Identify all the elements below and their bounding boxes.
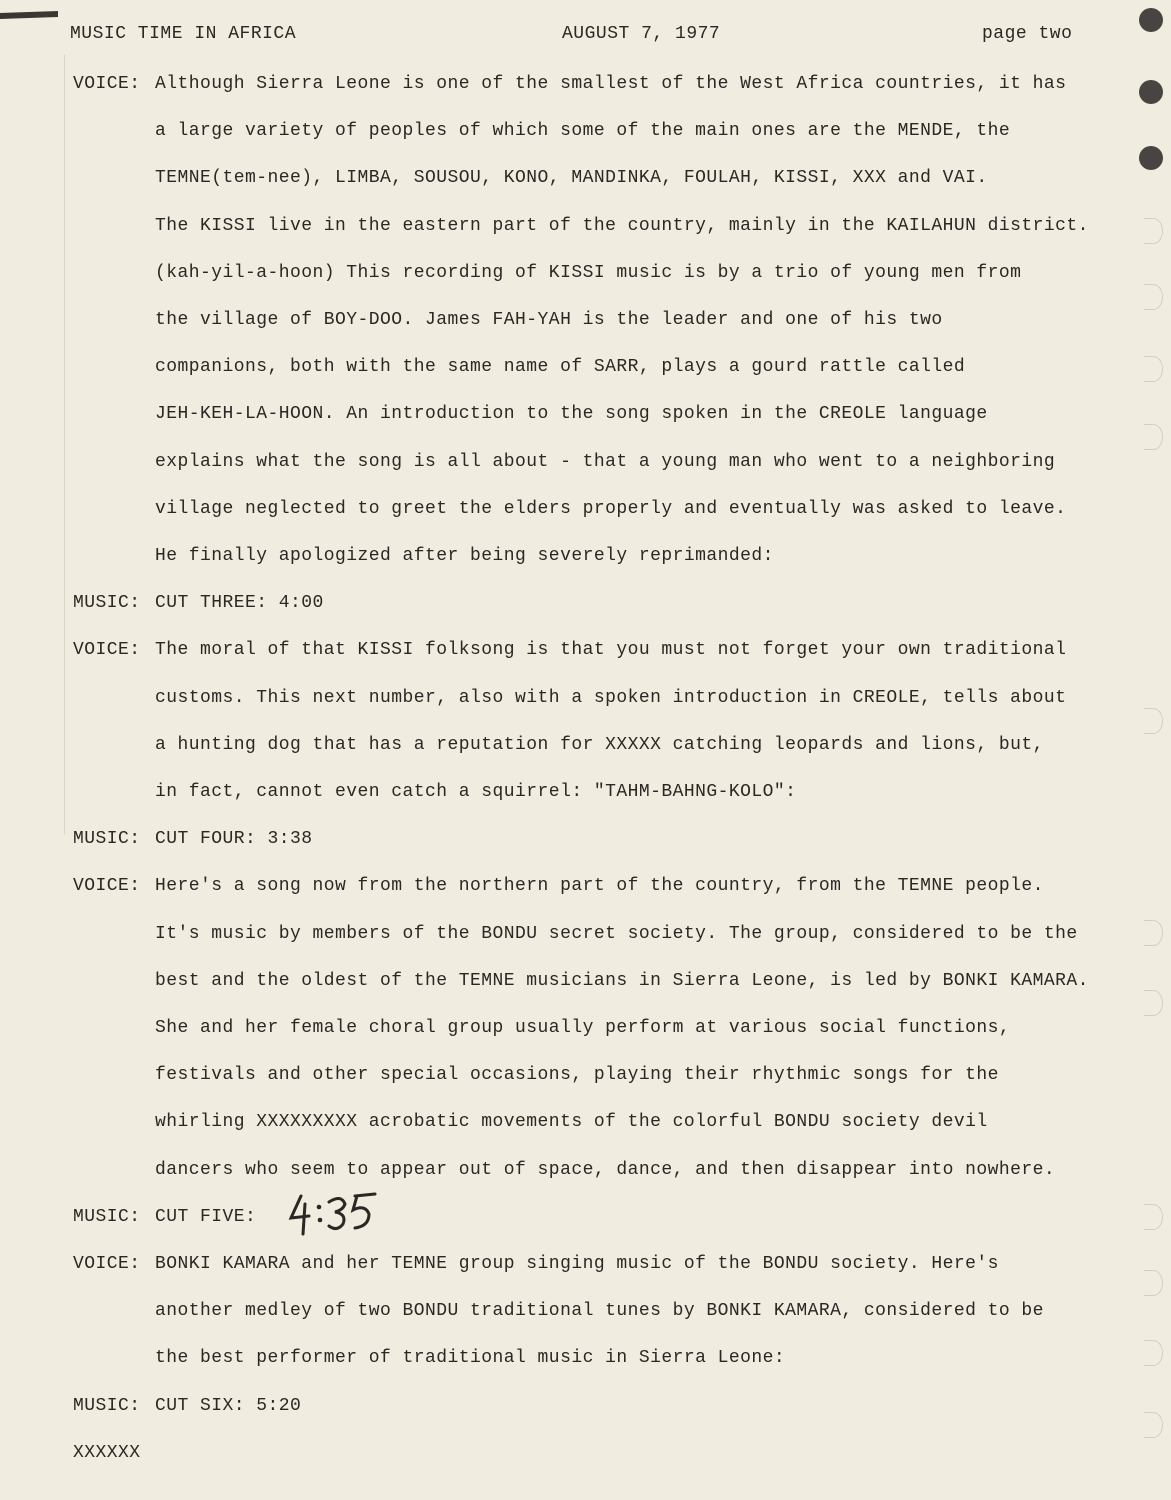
cue-label: MUSIC: <box>73 1207 141 1227</box>
cue-label: VOICE: <box>73 74 141 94</box>
binder-hole-8 <box>1144 708 1163 734</box>
script-line: BONKI KAMARA and her TEMNE group singing music of the BONDU society. Here's <box>155 1254 999 1274</box>
script-line: a large variety of peoples of which some of the main ones are the MENDE, the <box>155 121 1011 141</box>
corner-mark <box>0 11 58 19</box>
script-line: She and her female choral group usually perform at various social functions, <box>155 1018 1011 1038</box>
script-line: in fact, cannot even catch a squirrel: "TAHM-BAHNG-KOLO": <box>155 782 797 802</box>
script-line: The KISSI live in the eastern part of the country, mainly in the KAILAHUN district. <box>155 216 1089 236</box>
handwritten-time-note <box>285 1190 385 1236</box>
script-line: The moral of that KISSI folksong is that you must not forget your own traditional <box>155 640 1067 660</box>
script-line: dancers who seem to appear out of space, dance, and then disappear into nowhere. <box>155 1160 1056 1180</box>
script-line: CUT FIVE: <box>155 1207 257 1227</box>
script-line: Here's a song now from the northern part of the country, from the TEMNE people. <box>155 876 1044 896</box>
script-line: explains what the song is all about - that a young man who went to a neighboring <box>155 452 1056 472</box>
binder-hole-11 <box>1144 1204 1163 1230</box>
script-line: festivals and other special occasions, playing their rhythmic songs for the <box>155 1065 999 1085</box>
binder-hole-9 <box>1144 920 1163 946</box>
script-line: He finally apologized after being severely reprimanded: <box>155 546 774 566</box>
script-line: TEMNE(tem-nee), LIMBA, SOUSOU, KONO, MANDINKA, FOULAH, KISSI, XXX and VAI. <box>155 168 988 188</box>
binder-hole-13 <box>1144 1340 1163 1366</box>
cue-label: VOICE: <box>73 876 141 896</box>
script-line: It's music by members of the BONDU secret society. The group, considered to be the <box>155 924 1078 944</box>
binder-hole-3 <box>1139 146 1163 170</box>
script-line: Although Sierra Leone is one of the smallest of the West Africa countries, it has <box>155 74 1067 94</box>
page-number: page two <box>982 24 1073 44</box>
script-line: the village of BOY-DOO. James FAH-YAH is the leader and one of his two <box>155 310 943 330</box>
binder-hole-1 <box>1139 8 1163 32</box>
binder-hole-12 <box>1144 1270 1163 1296</box>
script-line: JEH-KEH-LA-HOON. An introduction to the song spoken in the CREOLE language <box>155 404 988 424</box>
script-line: companions, both with the same name of SARR, plays a gourd rattle called <box>155 357 966 377</box>
margin-rule <box>64 55 65 835</box>
broadcast-date: AUGUST 7, 1977 <box>562 24 721 44</box>
cue-label: XXXXXX <box>73 1443 141 1463</box>
script-line: CUT THREE: 4:00 <box>155 593 324 613</box>
script-line: a hunting dog that has a reputation for XXXXX catching leopards and lions, but, <box>155 735 1044 755</box>
script-line: the best performer of traditional music in Sierra Leone: <box>155 1348 786 1368</box>
script-line: (kah-yil-a-hoon) This recording of KISSI music is by a trio of young men from <box>155 263 1022 283</box>
page-header <box>70 24 1081 50</box>
cue-label: MUSIC: <box>73 593 141 613</box>
binder-hole-6 <box>1144 356 1163 382</box>
binder-hole-5 <box>1144 284 1163 310</box>
script-line: village neglected to greet the elders properly and eventually was asked to leave. <box>155 499 1067 519</box>
binder-hole-10 <box>1144 990 1163 1016</box>
script-line: whirling XXXXXXXXX acrobatic movements of the colorful BONDU society devil <box>155 1112 988 1132</box>
binder-hole-2 <box>1139 80 1163 104</box>
script-line: CUT FOUR: 3:38 <box>155 829 313 849</box>
binder-hole-14 <box>1144 1412 1163 1438</box>
program-title: MUSIC TIME IN AFRICA <box>70 24 297 44</box>
script-line: customs. This next number, also with a spoken introduction in CREOLE, tells about <box>155 688 1067 708</box>
cue-label: VOICE: <box>73 1254 141 1274</box>
binder-hole-4 <box>1144 218 1163 244</box>
script-line: another medley of two BONDU traditional tunes by BONKI KAMARA, considered to be <box>155 1301 1044 1321</box>
cue-label: MUSIC: <box>73 1396 141 1416</box>
script-line: CUT SIX: 5:20 <box>155 1396 302 1416</box>
cue-label: MUSIC: <box>73 829 141 849</box>
script-line: best and the oldest of the TEMNE musicians in Sierra Leone, is led by BONKI KAMARA. <box>155 971 1089 991</box>
cue-label: VOICE: <box>73 640 141 660</box>
binder-hole-7 <box>1144 424 1163 450</box>
